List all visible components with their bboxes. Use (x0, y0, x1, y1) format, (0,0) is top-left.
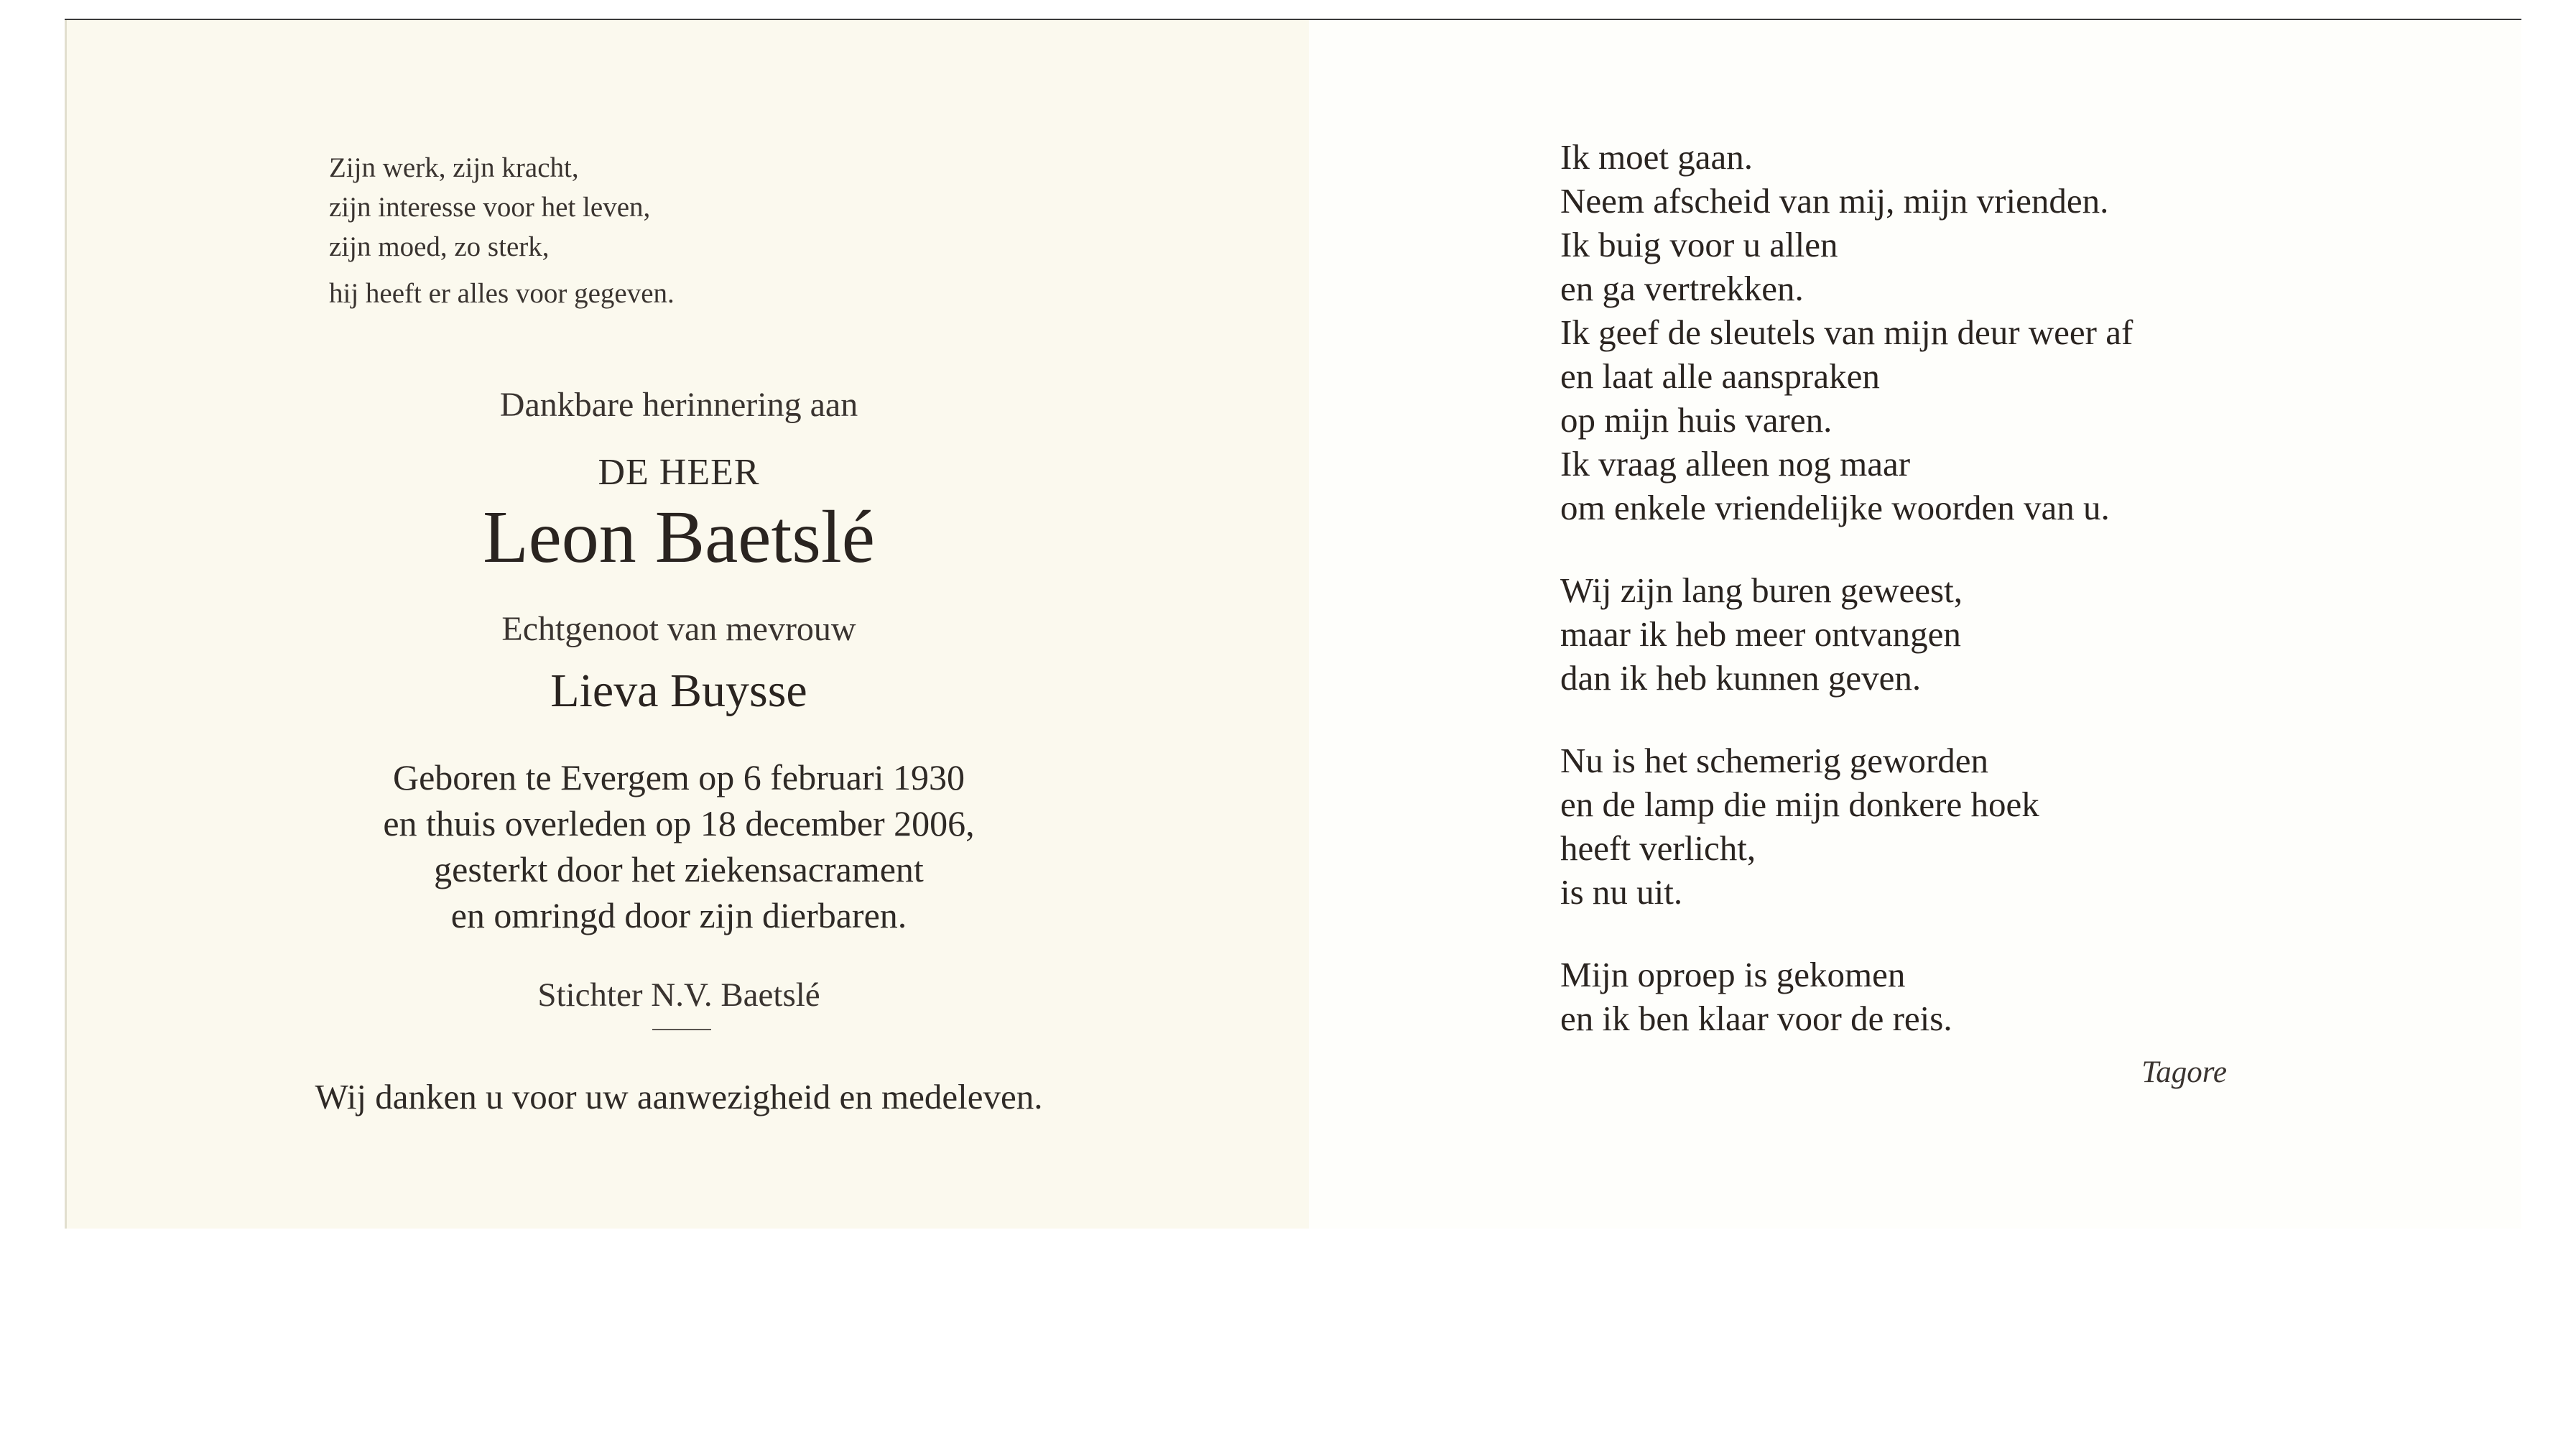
poem-line: is nu uit. (1560, 872, 1683, 912)
poem-author: Tagore (2141, 1055, 2227, 1089)
poem-line: dan ik heb kunnen geven. (1560, 658, 1922, 698)
poem-stanza (1560, 135, 2133, 529)
poem-stanza (1560, 739, 2133, 914)
life-line: Geboren te Evergem op 6 februari 1930 (392, 757, 965, 797)
left-panel (65, 20, 1309, 1229)
deceased-name: Leon Baetslé (483, 496, 875, 578)
life-line: en thuis overleden op 18 december 2006, (383, 803, 975, 843)
verse-line: hij heeft er alles voor gegeven. (329, 278, 675, 309)
thanks-line: Wij danken u voor uw aanwezigheid en medeleven. (315, 1077, 1043, 1116)
honorific: DE HEER (598, 452, 760, 493)
verse-line: zijn interesse voor het leven, (329, 192, 651, 223)
poem-line: Mijn oproep is gekomen (1560, 955, 1906, 994)
poem-line: maar ik heb meer ontvangen (1560, 614, 1961, 654)
poem-line: Nu is het schemerig geworden (1560, 741, 1988, 780)
memorial-card (65, 20, 2521, 1229)
poem-line: om enkele vriendelijke woorden van u. (1560, 488, 2110, 527)
remembrance-intro: Dankbare herinnering aan (499, 386, 858, 424)
spouse-intro: Echtgenoot van mevrouw (501, 610, 856, 648)
founder-line: Stichter N.V. Baetslé (537, 976, 820, 1014)
verse-line: zijn moed, zo sterk, (329, 231, 550, 262)
poem-line: Ik geef de sleutels van mijn deur weer af (1560, 313, 2133, 352)
poem-line: Ik moet gaan. (1560, 137, 1753, 177)
poem-line: Neem afscheid van mij, mijn vrienden. (1560, 181, 2109, 221)
poem-line: en laat alle aanspraken (1560, 356, 1880, 396)
poem-line: heeft verlicht, (1560, 828, 1756, 868)
verse-line: Zijn werk, zijn kracht, (329, 152, 579, 183)
life-line: gesterkt door het ziekensacrament (434, 849, 924, 889)
poem-line: op mijn huis varen. (1560, 400, 1833, 440)
poem-line: Wij zijn lang buren geweest, (1560, 570, 1963, 610)
spouse-name: Lieva Buysse (550, 665, 807, 717)
life-line: en omringd door zijn dierbaren. (450, 895, 907, 935)
poem-line: Ik vraag alleen nog maar (1560, 444, 1911, 484)
life-details (122, 754, 1236, 938)
poem-line: en ga vertrekken. (1560, 269, 1804, 308)
poem-line: Ik buig voor u allen (1560, 225, 1838, 264)
card-edge (65, 20, 67, 1229)
separator-dash (652, 1029, 711, 1030)
poem-stanza (1560, 953, 2133, 1040)
poem-line: en ik ben klaar voor de reis. (1560, 999, 1952, 1038)
opening-verse (329, 148, 675, 313)
poem-line: en de lamp die mijn donkere hoek (1560, 785, 2039, 824)
poem (1560, 135, 2133, 1040)
poem-stanza (1560, 568, 2133, 700)
